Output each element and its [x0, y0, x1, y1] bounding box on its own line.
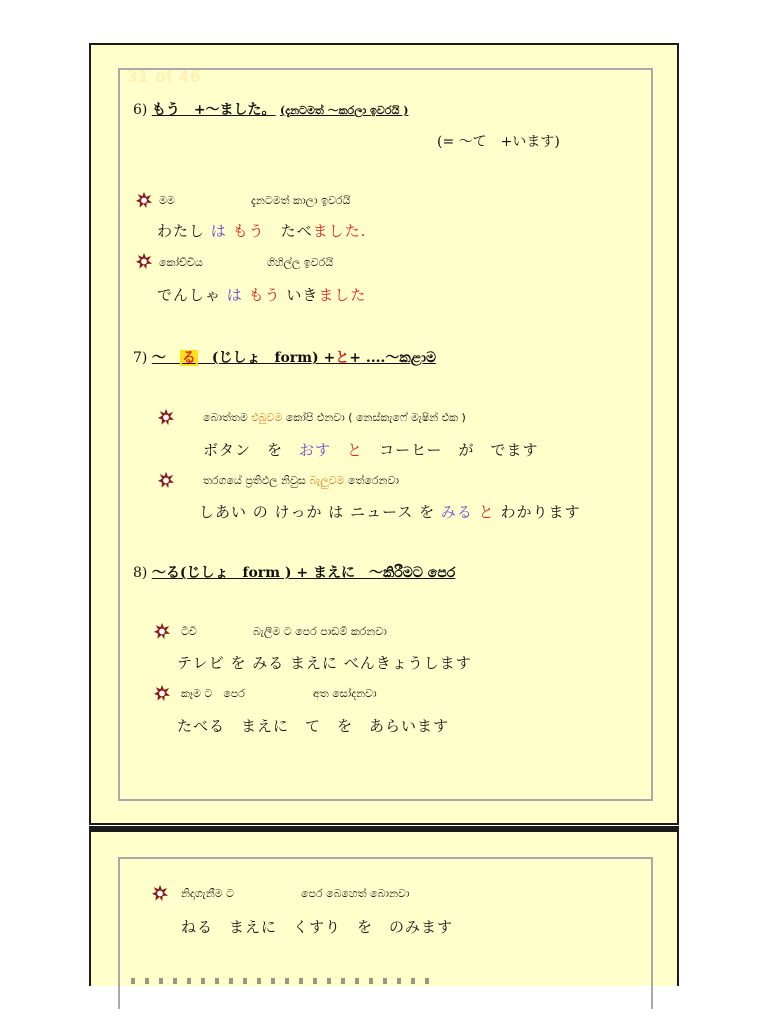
example-sinhala-a: කෑම ට පෙර — [181, 687, 245, 700]
starburst-bullet-icon — [153, 684, 171, 706]
example-japanese: テレビ を みる まえに べんきょうします — [177, 654, 472, 672]
example-sinhala-b: ගිහිල්ල ඉවරයි — [267, 256, 334, 269]
document-page-1 — [89, 43, 679, 825]
starburst-bullet-icon — [151, 884, 169, 906]
starburst-bullet-icon — [135, 191, 153, 213]
example-japanese: わたし は もう たべました. — [157, 222, 367, 240]
section-7-heading: 7) ～ る (じしょ form) +と+ ....～කළාම — [133, 350, 437, 366]
example-sinhala: තරගයේ ප්‍රතිඵල නිවුස බැලුවම තේරෙනවා — [203, 474, 399, 487]
example-sinhala-a: නිදාගැනීම ට — [181, 887, 234, 900]
example-japanese: たべる まえに て を あらいます — [177, 717, 450, 735]
starburst-bullet-icon — [135, 252, 153, 274]
example-japanese: しあい の けっか は ニュース を みる と わかります — [199, 503, 581, 521]
example-sinhala-b: දැනටමත් කාලා ඉවරයි — [251, 194, 351, 207]
example-sinhala-b: අත සෝදනවා — [313, 687, 377, 700]
example-japanese: ねる まえに くすり を のみます — [181, 918, 454, 936]
starburst-bullet-icon — [153, 622, 171, 644]
example-sinhala-a: මම — [159, 194, 175, 207]
section-8-heading: 8) ～る(じしょ form ) + まえに ～කිරීමට පෙර — [133, 565, 456, 581]
starburst-bullet-icon — [157, 408, 175, 430]
example-japanese: ボタン を おす と コーヒー が でます — [203, 441, 539, 459]
example-sinhala-a: ටීවී — [181, 625, 197, 638]
example-sinhala-a: කෝච්චිය — [159, 256, 203, 269]
page-counter: 31 of 46 — [127, 67, 202, 86]
example-sinhala: බොත්තම එබුවම කෝපි එනවා ( නෙස්කැෆේ මැෂින් එක ) — [203, 411, 466, 424]
starburst-bullet-icon — [157, 471, 175, 493]
document-page-2 — [89, 826, 679, 986]
section-6-heading: 6) もう +～ました。 (දැනටමත් ～කරලා ඉවරයි ) — [133, 102, 409, 118]
section-6-subnote: (= ～て +います) — [437, 134, 560, 150]
example-sinhala-b: බැලීම ට පෙර පාඩම් කරනවා — [253, 625, 387, 638]
example-japanese: でんしゃ は もう いきました — [157, 286, 367, 304]
example-sinhala-b: පෙර බෙහෙත් බොනවා — [301, 887, 410, 900]
cut-off-text-line — [131, 978, 431, 984]
